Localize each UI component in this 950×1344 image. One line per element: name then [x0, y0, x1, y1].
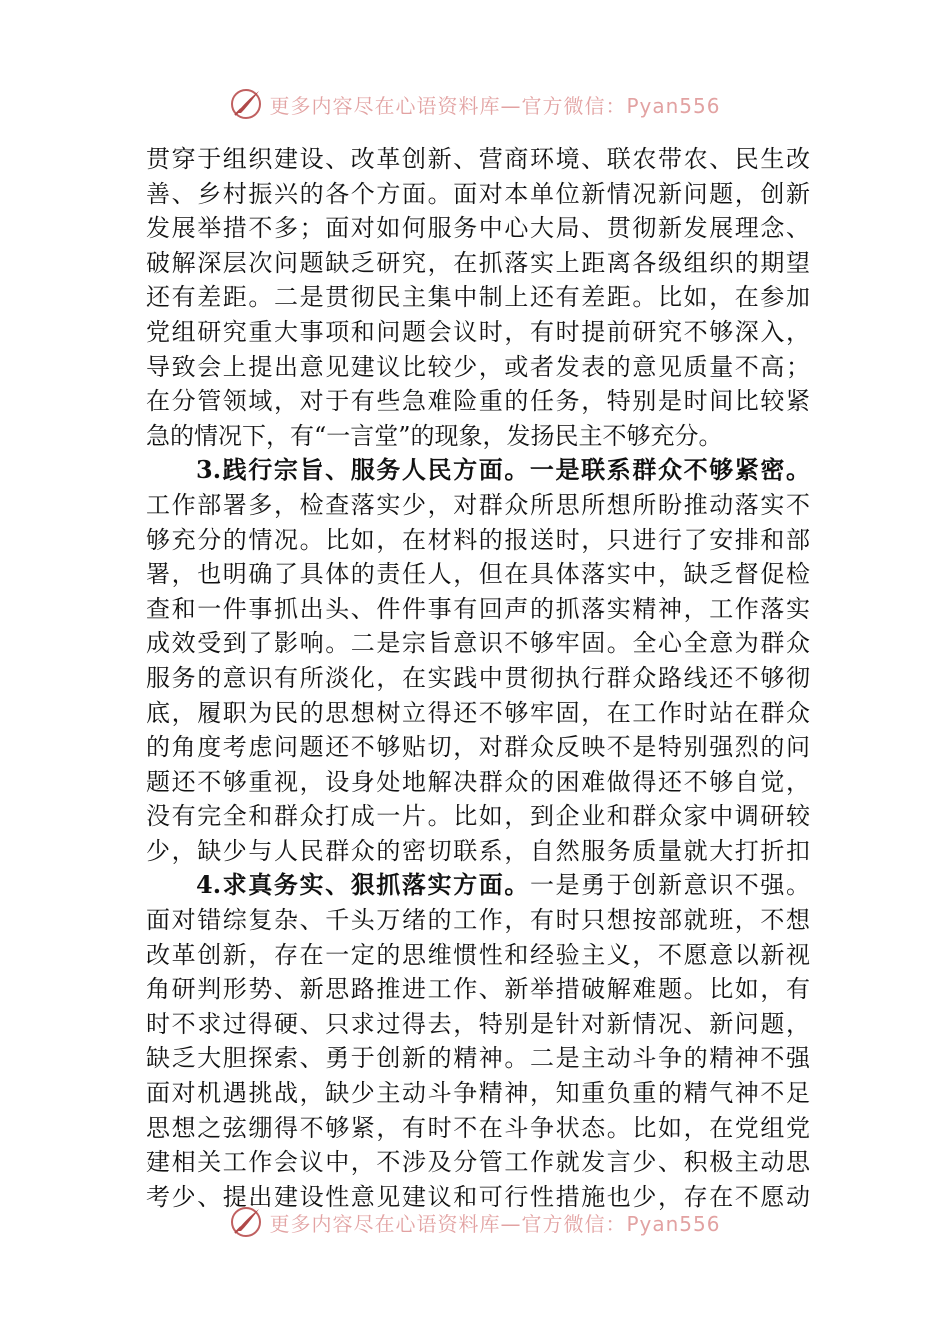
text-line: 善、乡村振兴的各个方面。面对本单位新情况新问题，创新 [146, 179, 810, 208]
section-heading-4: 4.求真务实、狠抓落实方面。一是勇于创新意识不强。 [196, 870, 810, 900]
text-line: 导致会上提出意见建议比较少，或者发表的意见质量不高； [146, 352, 810, 381]
text-line: 急的情况下，有“一言堂”的现象，发扬民主不够充分。 [146, 421, 723, 450]
text-line: 时不求过得硬、只求过得去，特别是针对新情况、新问题， [146, 1009, 810, 1038]
section-heading-text: 3.践行宗旨、服务人民方面。一是联系群众不够紧密。 [196, 455, 810, 485]
text-line: 没有完全和群众打成一片。比如，到企业和群众家中调研较 [146, 802, 810, 831]
text-line: 贯穿于组织建设、改革创新、营商环境、联农带农、民生改 [146, 145, 810, 173]
text-line: 建相关工作会议中，不涉及分管工作就发言少、积极主动思 [146, 1148, 810, 1177]
section-heading-text: 4.求真务实、狠抓落实方面。 [196, 870, 530, 900]
text-line: 够充分的情况。比如，在材料的报送时，只进行了安排和部 [146, 525, 810, 554]
watermark-header [0, 84, 950, 124]
text-line: 底，履职为民的思想树立得还不够牢固，在工作时站在群众 [146, 698, 810, 727]
section-heading-3 [146, 453, 810, 488]
text-line: 还有差距。二是贯彻民主集中制上还有差距。比如，在参加 [146, 283, 810, 312]
text-line: 工作部署多，检查落实少，对群众所思所想所盼推动落实不 [146, 490, 810, 519]
text-line: 党组研究重大事项和问题会议时，有时提前研究不够深入， [146, 317, 810, 346]
text-line: 改革创新，存在一定的思维惯性和经验主义，不愿意以新视 [146, 940, 810, 969]
text-line: 缺乏大胆探索、勇于创新的精神。二是主动斗争的精神不强 [146, 1044, 810, 1073]
text-line: 面对机遇挑战，缺少主动斗争精神，知重负重的精气神不足 [146, 1079, 810, 1108]
text-line: 角研判形势、新思路推进工作、新举措破解难题。比如，有 [146, 975, 810, 1004]
text-line: 服务的意识有所淡化，在实践中贯彻执行群众路线还不够彻 [146, 663, 810, 692]
text-line: 少，缺少与人民群众的密切联系，自然服务质量就大打折扣 [146, 836, 810, 865]
text-line: 查和一件事抓出头、件件事有回声的抓落实精神，工作落实 [146, 594, 810, 623]
watermark-text: 更多内容尽在心语资料库—官方微信：Pyan556 [269, 93, 721, 118]
text-line: 在分管领域，对于有些急难险重的任务，特别是时间比较紧 [146, 387, 810, 416]
text-line: 破解深层次问题缺乏研究，在抓落实上距离各级组织的期望 [146, 248, 810, 277]
watermark-footer [0, 1202, 950, 1242]
quill-circle-logo-icon [229, 1205, 263, 1239]
quill-circle-logo-icon [229, 87, 263, 121]
text-line: 考少、提出建设性意见建议和可行性措施也少，存在不愿动 [146, 1182, 810, 1211]
text-line: 题还不够重视，设身处地解决群众的困难做得还不够自觉， [146, 767, 810, 796]
watermark-text: 更多内容尽在心语资料库—官方微信：Pyan556 [269, 1211, 721, 1236]
text-line: 署，也明确了具体的责任人，但在具体落实中，缺乏督促检 [146, 560, 810, 589]
document-body [146, 142, 810, 1214]
text-line: 发展举措不多；面对如何服务中心大局、贯彻新发展理念、 [146, 214, 810, 243]
text-line: 的角度考虑问题还不够贴切，对群众反映不是特别强烈的问 [146, 733, 810, 762]
text-line: 面对错综复杂、千头万绪的工作，有时只想按部就班，不想 [146, 906, 810, 935]
text-line: 成效受到了影响。二是宗旨意识不够牢固。全心全意为群众 [146, 629, 810, 658]
text-line: 思想之弦绷得不够紧，有时不在斗争状态。比如，在党组党 [146, 1113, 810, 1142]
